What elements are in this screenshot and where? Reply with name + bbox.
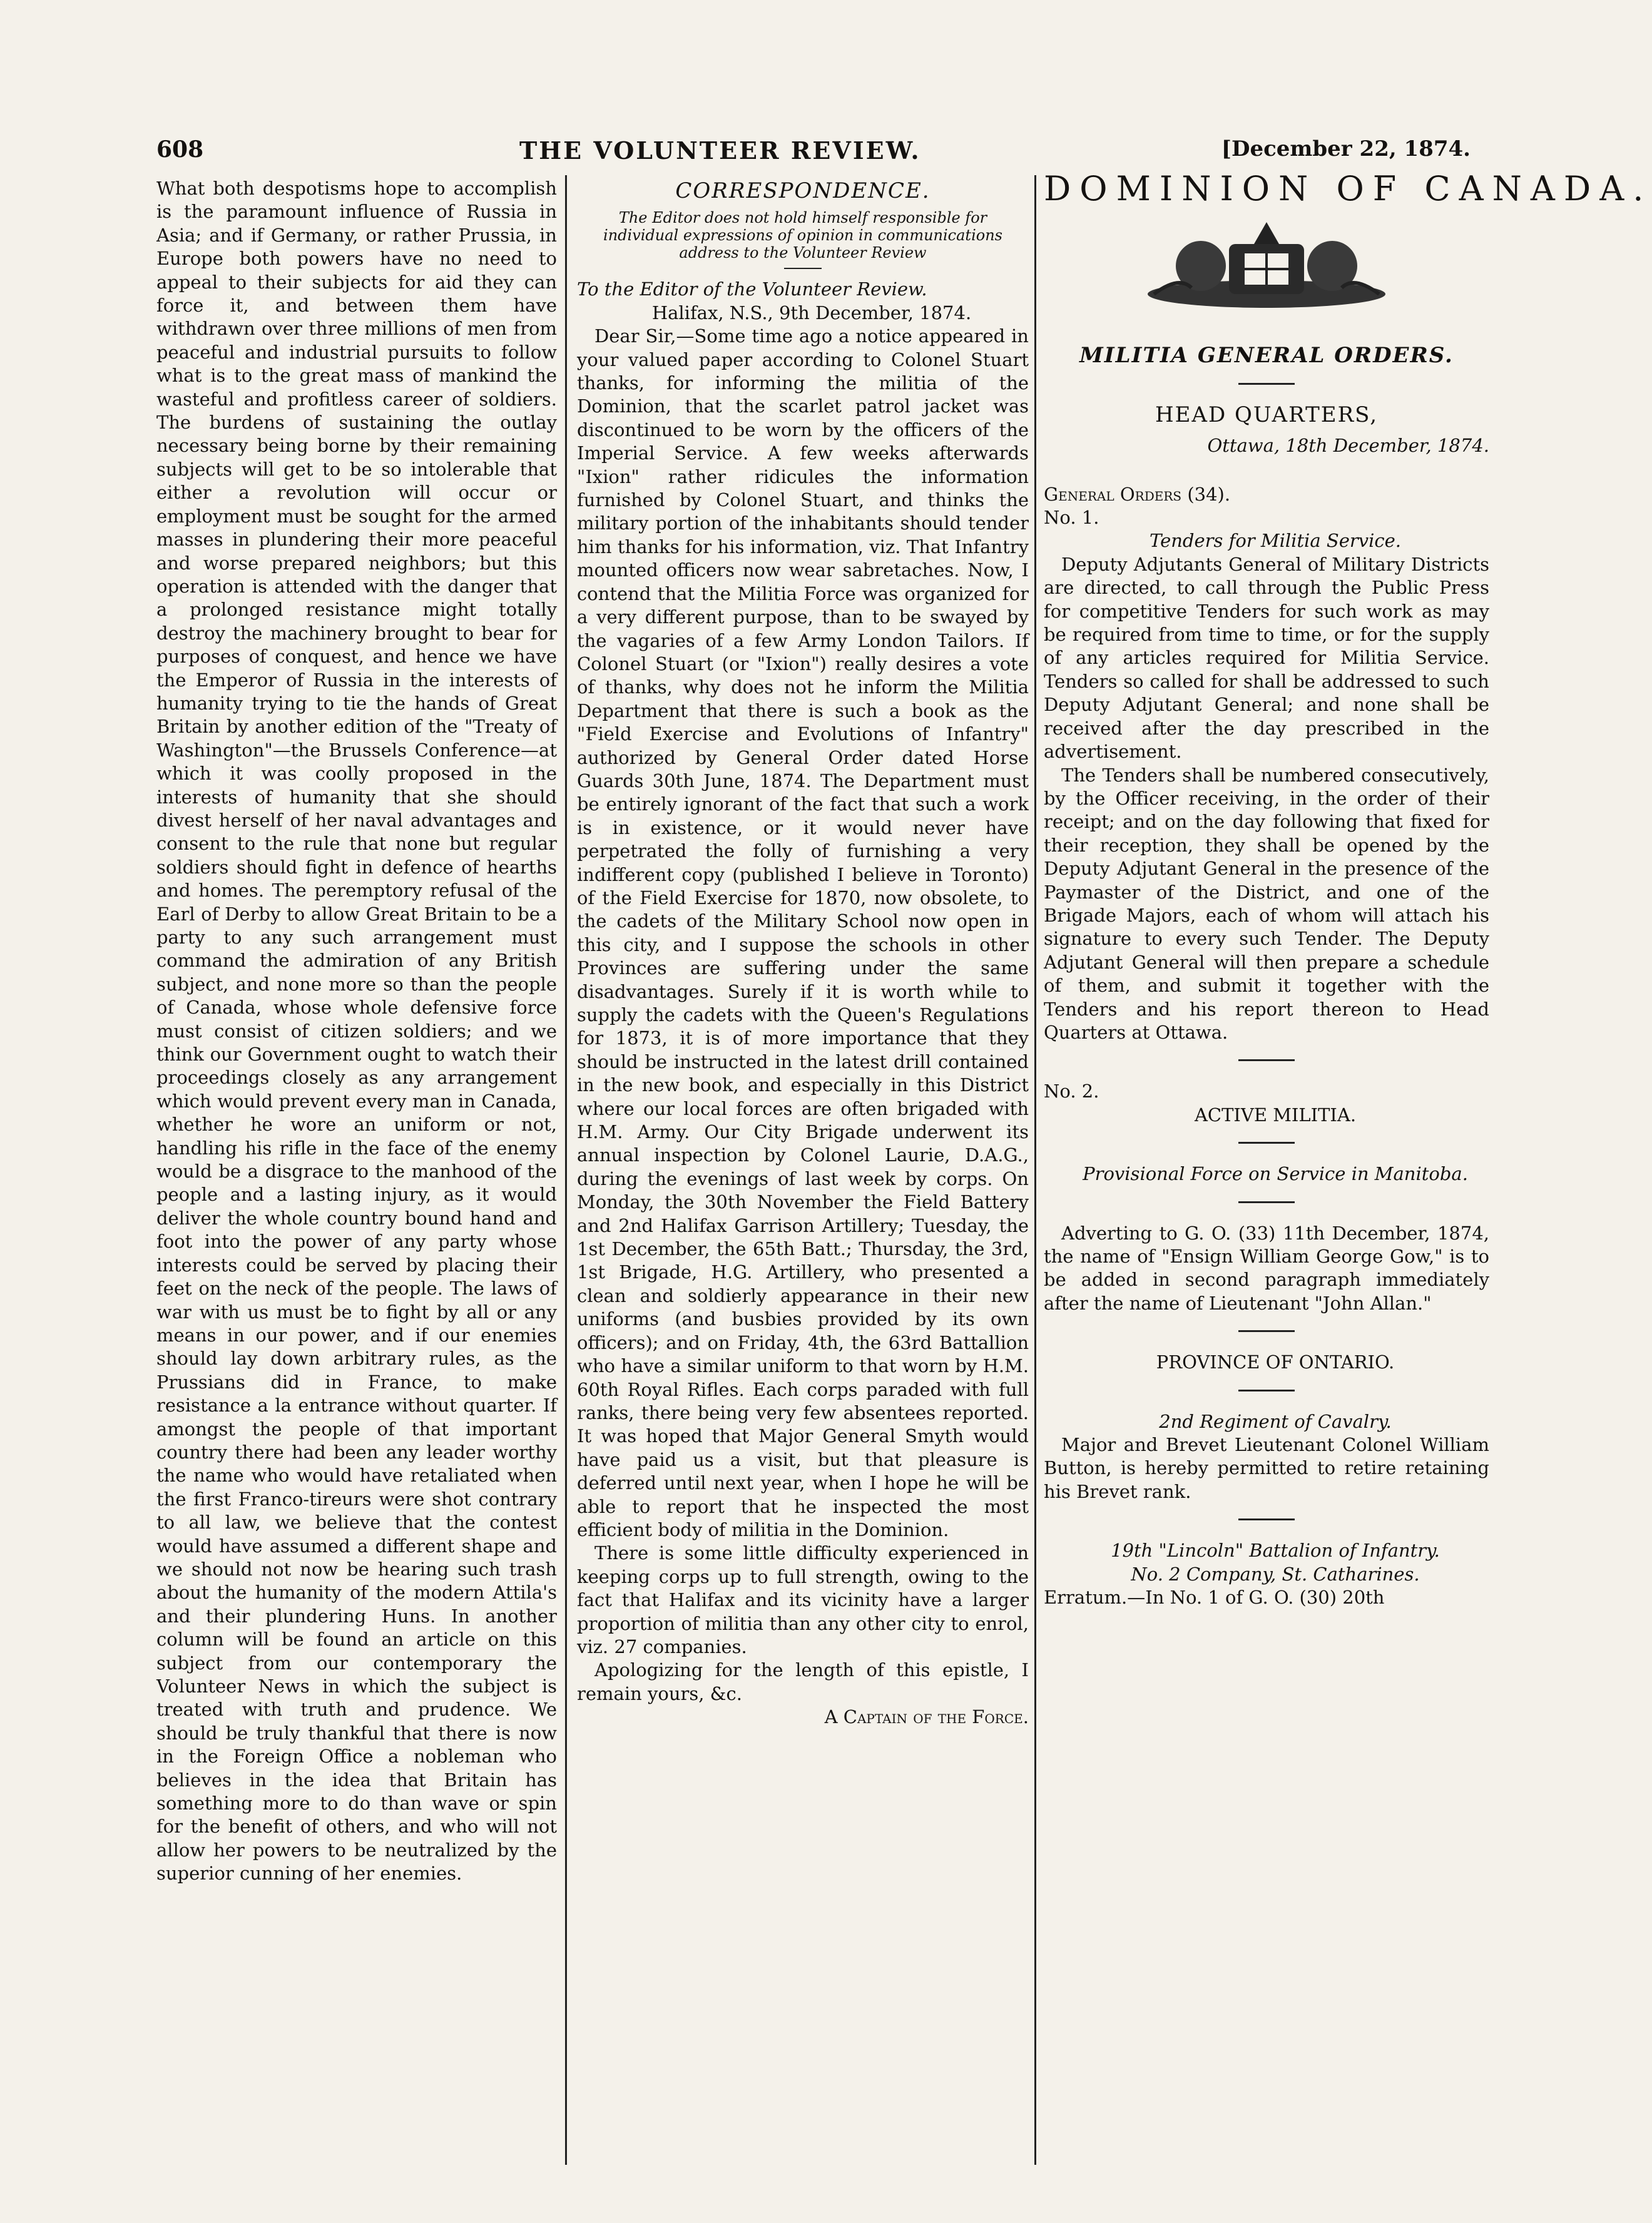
letter-paragraph: Apologizing for the length of this epistle, I remain yours, &c. <box>577 1659 1029 1704</box>
letter-paragraph: There is some little difficulty experienced in keeping corps up to full strength, owing to the fact that Halifax and its vicinity have a larger proportion of militia than any other city to enrol, viz. 27 companies. <box>577 1542 1029 1657</box>
hq-title: HEAD QUARTERS, <box>1155 402 1379 427</box>
battalion-heading: 19th "Lincoln" Battalion of Infantry. <box>1111 1540 1440 1562</box>
letter-paragraph: Dear Sir,—Some time ago a notice appeared in your valued paper according to Colonel Stuart thanks, for informing the militia of the Dominion, that the scarlet patrol jacket was discontinued to be worn by the officers of the Imperial Service. A few weeks afterwards "Ixion" rather ridicules the information furnished by Colonel Stuart, and thinks the military portion of the inhabitants should tender him thanks for his information, viz. That Infantry mounted officers now wear sabretaches. Now, I contend that the Militia Force was organized for a very different purpose, than to be swayed by the vagaries of a few Army London Tailors. If Colonel Stuart (or "Ixion") really desires a vote of thanks, why does not he inform the Militia Department that there is such a book as the "Field Exercise and Evolutions of Infantry" authorized by General Order dated Horse Guards 30th June, 1874. The Department must be entirely ignorant of the fact that such a work is in existence, or it would never have perpetrated the folly of furnishing a very indifferent copy (published I believe in Toronto) of the Field Exercise for 1870, now obsolete, to the cadets of the Military School now open in this city, and I suppose the schools in other Provinces are suffering under the same disadvantages. Surely if it is worth while to supply the cadets with the Queen's Regulations for 1873, it is of more importance that they should be instructed in the latest drill contained in the new book, and especially in this District where our local forces are often brigaded with H.M. Army. Our City Brigade underwent its annual inspection by Colonel Laurie, D.A.G., during the evenings of last week by corps. On Monday, the 30th November the Field Battery and 2nd Halifax Garrison Artillery; Tuesday, the 1st December, the 65th Batt.; Thursday, the 3rd, 1st Brigade, H.G. Artillery, who presented a clean and soldierly appearance in their new uniforms (and busbies provided by its own officers); and on Friday, 4th, the 63rd Battallion who have a similar uniform to that worn by H.M. 60th Royal Rifles. Each corps paraded with full ranks, there being very few absentees reported. It was hoped that Major General Smyth would have paid us a visit, but that pleasure is deferred until next year, when I hope he will be able to report that he inspected the most efficient body of militia in the Dominion. <box>577 325 1029 1540</box>
order-paragraph: The Tenders shall be numbered consecutively, by the Officer receiving, in the order of their receipt; and on the day following that fixed for their reception, they shall be opened by the Deputy Adjutant General in the presence of the Paymaster of the District, and one of the Brigade Majors, each of whom will attach his signature to every such Tender. The Deputy Adjutant General will then prepare a schedule of them, and submit it together with the Tenders and his report thereon to Head Quarters at Ottawa. <box>1044 764 1489 1043</box>
coat-of-arms-icon <box>1135 219 1398 313</box>
correspondence-title: CORRESPONDENCE. <box>675 178 931 203</box>
order-paragraph: Deputy Adjutants General of Military Districts are directed, to call through the Public Press for competitive Tenders for such work as may be required from time to time, or for the supply of any articles required for Militia Service. Tenders so called for shall be addressed to such Deputy Adjutant General; and none shall be received after the day prescribed in the advertisement. <box>1044 553 1489 763</box>
dominion-title: DOMINION OF CANADA. <box>1044 169 1652 208</box>
province-heading: PROVINCE OF ONTARIO. <box>1156 1351 1395 1373</box>
erratum: Erratum.—In No. 1 of G. O. (30) 20th <box>1044 1587 1385 1609</box>
general-orders: General Orders (34). <box>1044 483 1231 505</box>
order-number: No. 2. <box>1044 1081 1099 1102</box>
order-heading: ACTIVE MILITIA. <box>1194 1104 1357 1126</box>
column-rule-1 <box>565 175 567 2165</box>
newspaper-title: THE VOLUNTEER REVIEW. <box>519 136 921 165</box>
correspondence-column <box>577 177 1029 1729</box>
editor-disclaimer: The Editor does not hold himself responsible for individual expressions of opinion in communications address to the Volunteer Review <box>603 209 1002 262</box>
page-header <box>156 136 1471 174</box>
column-rule-2 <box>1034 175 1036 2165</box>
order-heading: Tenders for Militia Service. <box>1149 530 1402 552</box>
letter-addressee: To the Editor of the Volunteer Review. <box>577 278 927 300</box>
letter-signature: A Captain of the Force. <box>824 1706 1029 1728</box>
section-divider <box>1238 1142 1295 1144</box>
militia-orders-column <box>1044 169 1652 1609</box>
order-number: No. 1. <box>1044 507 1099 529</box>
page-number: 608 <box>156 136 204 163</box>
order-paragraph: Adverting to G. O. (33) 11th December, 1874, the name of "Ensign William George Gow," is to be added in second paragraph immediately after the name of Lieutenant "John Allan." <box>1044 1222 1489 1314</box>
hq-date: Ottawa, 18th December, 1874. <box>1207 435 1489 457</box>
section-divider <box>1238 1330 1295 1332</box>
editorial-column <box>156 177 557 1886</box>
issue-date: [December 22, 1874. <box>1221 136 1471 161</box>
section-divider <box>1238 1059 1295 1061</box>
order-subheading: Provisional Force on Service in Manitoba. <box>1083 1163 1468 1185</box>
regiment-heading: 2nd Regiment of Cavalry. <box>1159 1410 1392 1432</box>
short-rule <box>784 268 822 269</box>
section-divider <box>1238 1390 1295 1391</box>
section-divider <box>1238 1201 1295 1203</box>
company-heading: No. 2 Company, St. Catharines. <box>1131 1563 1420 1585</box>
editorial-paragraph: What both despotisms hope to accomplish is the paramount influence of Russia in Asia; and if Germany, or rather Prussia, in Europe both powers have no need to appeal to their subjects for aid they can force it, and between them have withdrawn over three millions of men from peaceful and industrial pursuits to follow what is to the great mass of mankind the wasteful and profitless career of soldiers. The burdens of sustaining the outlay necessary being borne by their remaining subjects will get to be so intolerable that either a revolution will occur or employment must be sought for the armed masses in plundering their more peaceful and worse prepared neighbors; but this operation is attended with the danger that a prolonged resistance might totally destroy the machinery brought to bear for purposes of conquest, and hence we have the Emperor of Russia in the interests of humanity trying to tie the hands of Great Britain by another edition of the "Treaty of Washington"—the Brussels Conference—at which it was coolly proposed in the interests of humanity that she should divest herself of her naval advantages and consent to the rule that none but regular soldiers should fight in defence of hearths and homes. The peremptory refusal of the Earl of Derby to allow Great Britain to be a party to any such arrangement must command the admiration of any British subject, and none more so than the people of Canada, whose whole defensive force must consist of citizen soldiers; and we think our Government ought to watch their proceedings closely as any arrangement which would prevent every man in Canada, whether he wore an uniform or not, handling his rifle in the face of the enemy would be a disgrace to the manhood of the people and a lasting injury, as it would deliver the whole country bound hand and foot into the power of any party whose interests could be served by placing their feet on the neck of the people. The laws of war with us must be to fight by all or any means in our power, and if our enemies should lay down arbitrary rules, as the Prussians did in France, to make resistance a la entrance without quarter. If amongst the people of that important country there had been any leader worthy the name who would have retaliated when the first Franco-tireurs were shot contrary to all law, we believe that the contest would have assumed a different shape and we should not now be hearing such trash about the humanity of the modern Attila's and their plundering Huns. In another column will be found an article on this subject from our contemporary the Volunteer News in which the subject is treated with truth and prudence. We should be truly thankful that there is now in the Foreign Office a nobleman who believes in the idea that Britain has something more to do than wave or spin for the benefit of others, and who will not allow her powers to be neutralized by the superior cunning of her enemies. <box>156 178 557 1885</box>
militia-orders-title: MILITIA GENERAL ORDERS. <box>1079 343 1454 369</box>
section-divider <box>1238 383 1295 385</box>
letter-dateline: Halifax, N.S., 9th December, 1874. <box>651 302 972 323</box>
order-paragraph: Major and Brevet Lieutenant Colonel William Button, is hereby permitted to retire retaining his Brevet rank. <box>1044 1434 1489 1502</box>
section-divider <box>1238 1518 1295 1520</box>
